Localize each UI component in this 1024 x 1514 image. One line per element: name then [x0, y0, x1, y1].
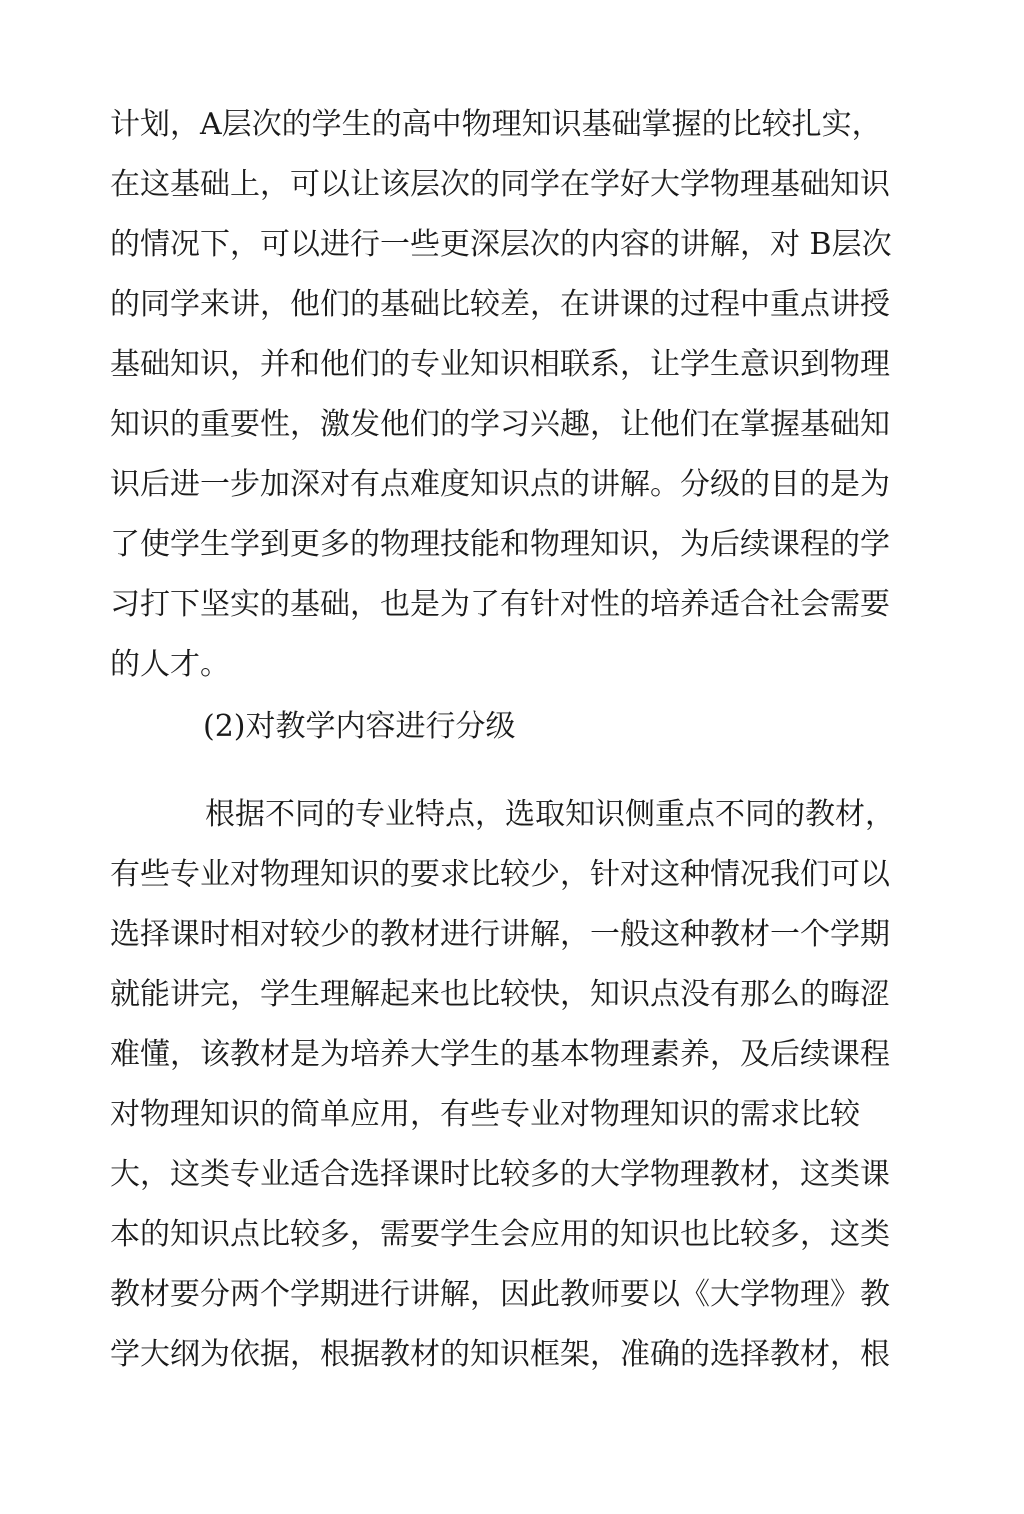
paragraph-2-line-4: 就能讲完，学生理解起来也比较快，知识点没有那么的晦涩 [110, 977, 890, 1012]
paragraph-2-line-8: 本的知识点比较多，需要学生会应用的知识也比较多，这类 [110, 1217, 890, 1252]
paragraph-1-line-9: 习打下坚实的基础，也是为了有针对性的培养适合社会需要 [110, 587, 890, 622]
paragraph-1-line-3: 的情况下，可以进行一些更深层次的内容的讲解，对 B层次 [110, 227, 892, 262]
paragraph-1-line-4: 的同学来讲，他们的基础比较差，在讲课的过程中重点讲授 [110, 287, 890, 322]
paragraph-2-line-2: 有些专业对物理知识的要求比较少，针对这种情况我们可以 [110, 857, 890, 892]
paragraph-2-line-3: 选择课时相对较少的教材进行讲解，一般这种教材一个学期 [110, 917, 890, 952]
paragraph-1-line-2: 在这基础上，可以让该层次的同学在学好大学物理基础知识 [110, 167, 890, 202]
paragraph-1-line-6: 知识的重要性，激发他们的学习兴趣，让他们在掌握基础知 [110, 407, 890, 442]
paragraph-1-line-5: 基础知识，并和他们的专业知识相联系，让学生意识到物理 [110, 347, 890, 382]
paragraph-2-line-10: 学大纲为依据，根据教材的知识框架，准确的选择教材，根 [110, 1337, 890, 1372]
paragraph-1-line-7: 识后进一步加深对有点难度知识点的讲解。分级的目的是为 [110, 467, 890, 502]
section-heading: (2)对教学内容进行分级 [203, 709, 516, 744]
paragraph-1-line-8: 了使学生学到更多的物理技能和物理知识，为后续课程的学 [110, 527, 890, 562]
paragraph-2-line-9: 教材要分两个学期进行讲解，因此教师要以《大学物理》教 [110, 1277, 890, 1312]
paragraph-2-line-6: 对物理知识的简单应用，有些专业对物理知识的需求比较 [110, 1097, 860, 1132]
paragraph-2-line-5: 难懂，该教材是为培养大学生的基本物理素养，及后续课程 [110, 1037, 890, 1072]
paragraph-1-line-10: 的人才。 [110, 647, 230, 682]
paragraph-1-line-1: 计划，A层次的学生的高中物理知识基础掌握的比较扎实， [110, 107, 882, 142]
paragraph-2-line-1: 根据不同的专业特点，选取知识侧重点不同的教材， [205, 797, 895, 832]
paragraph-2-line-7: 大，这类专业适合选择课时比较多的大学物理教材，这类课 [110, 1157, 890, 1192]
